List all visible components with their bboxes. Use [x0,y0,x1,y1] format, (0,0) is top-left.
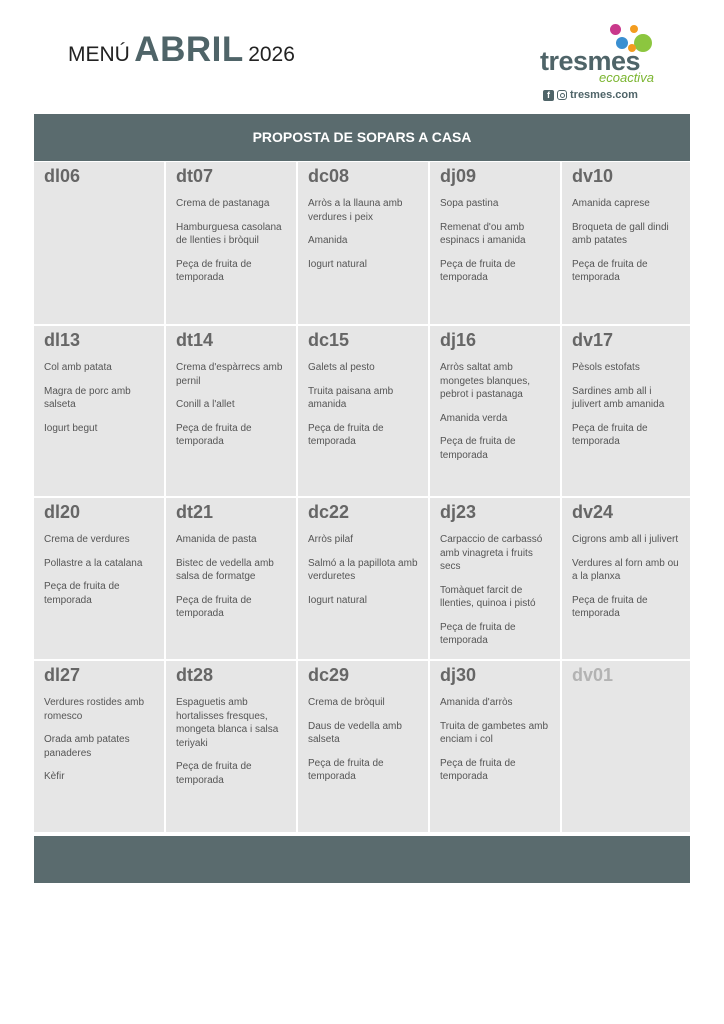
day-label: dv10 [572,166,614,186]
dish-item: Crema de pastanaga [176,198,270,209]
day-label: dc22 [308,502,350,522]
instagram-icon[interactable] [557,90,567,100]
title-prefix: MENÚ [68,43,130,66]
week-row [34,661,690,832]
dish-item: Peça de fruita de temporada [308,422,384,447]
logo-dot-pink [610,24,621,35]
dish-item: Peça de fruita de temporada [440,757,516,782]
day-cell [34,326,164,496]
dish-item: Crema d'espàrrecs amb pernil [176,362,283,387]
day-label: dj16 [440,330,477,350]
day-cell [562,326,690,496]
dish-item: Verdures rostides amb romesco [44,697,145,722]
day-label: dj30 [440,665,477,685]
dish-item: Tomàquet farcit de llenties, quinoa i pistó [440,584,536,609]
title-month: ABRIL [134,30,244,69]
logo-dot-orange [630,25,638,33]
day-cell [166,326,296,496]
dish-item: Crema de bròquil [308,697,385,708]
footer-bar [34,836,690,883]
dish-item: Verdures al forn amb ou a la planxa [572,557,679,582]
dish-item: Pollastre a la catalana [44,557,143,569]
dish-item: Amanida de pasta [176,534,257,545]
logo-tagline: ecoactiva [599,70,654,85]
dish-item: Sopa pastina [440,198,499,209]
dish-item: Salmó a la papillota amb verduretes [308,557,418,582]
dish-item: Peça de fruita de temporada [572,258,648,283]
day-cell [166,661,296,832]
day-cell [562,162,690,324]
dish-item: Peça de fruita de temporada [176,594,252,619]
day-cell [298,162,428,324]
day-cell [34,498,164,659]
dish-item: Cigrons amb all i julivert [572,534,679,545]
dish-item: Peça de fruita de temporada [176,761,252,786]
day-cell [166,498,296,659]
day-label: dv17 [572,330,614,350]
day-cell [430,661,560,832]
day-cell [562,661,690,832]
dish-item: Peça de fruita de temporada [572,594,648,619]
day-cell [34,661,164,832]
dish-item: Amanida [308,235,348,246]
day-cell [166,162,296,324]
week-row [34,162,690,324]
social-links [543,89,638,101]
day-cell [298,326,428,496]
page-title [68,30,295,70]
dish-item: Arròs a la llauna amb verdures i peix [308,198,403,223]
day-label: dl27 [44,665,81,685]
day-label: dv24 [572,502,614,522]
dish-item: Galets al pesto [308,362,375,373]
dish-item: Kèfir [44,771,65,782]
dish-item: Col amb patata [44,362,112,373]
dish-item: Sardines amb all i julivert amb amanida [572,385,665,410]
dish-item: Espaguetis amb hortalisses fresques, mongeta blanca i salsa teriyaki [176,697,279,749]
dish-item: Amanida verda [440,412,508,424]
day-cell [430,326,560,496]
title-year: 2026 [248,43,295,66]
day-cell [34,162,164,324]
dish-item: Broqueta de gall dindi amb patates [572,221,669,246]
day-label: dj23 [440,502,477,522]
dish-item: Iogurt begut [44,422,98,434]
day-label: dv01 [572,665,614,685]
dish-item: Arròs saltat amb mongetes blanques, pebrot i pastanaga [440,362,531,400]
dish-item: Peça de fruita de temporada [44,581,120,606]
dish-item: Crema de verdures [44,534,130,545]
dish-item: Carpaccio de carbassó amb vinagreta i fruits secs [440,534,543,572]
dish-item: Peça de fruita de temporada [440,621,516,646]
dish-item: Truita de gambetes amb enciam i col [440,720,549,745]
dish-item: Amanida caprese [572,198,650,209]
dish-item: Daus de vedella amb salseta [308,720,402,745]
dish-item: Hamburguesa casolana de llenties i bròquil [176,221,282,246]
dish-item: Peça de fruita de temporada [440,436,516,461]
day-label: dt21 [176,502,214,522]
day-label: dl13 [44,330,81,350]
section-title: PROPOSTA DE SOPARS A CASA [34,114,690,161]
day-label: dt28 [176,665,214,685]
logo-name: tresmes [540,46,641,76]
dish-item: Arròs pilaf [308,534,354,545]
day-cell [430,162,560,324]
dish-item: Truita paisana amb amanida [308,385,394,410]
website-link[interactable]: tresmes.com [570,89,638,101]
dish-item: Remenat d'ou amb espinacs i amanida [440,221,526,246]
dish-item: Magra de porc amb salseta [44,385,131,410]
dish-item: Peça de fruita de temporada [440,258,516,283]
dish-item: Iogurt natural [308,594,367,606]
brand-logo[interactable] [530,22,670,106]
dish-item: Bistec de vedella amb salsa de formatge [176,557,274,582]
dish-item: Conill a l'allet [176,399,235,410]
dish-item: Peça de fruita de temporada [572,422,648,447]
dish-item: Peça de fruita de temporada [176,422,252,447]
menu-grid [34,162,690,834]
day-label: dc15 [308,330,350,350]
week-row [34,326,690,496]
dish-item: Peça de fruita de temporada [308,757,384,782]
day-label: dc08 [308,166,350,186]
day-label: dl06 [44,166,81,186]
dish-item: Iogurt natural [308,258,367,270]
day-label: dt14 [176,330,214,350]
dish-item: Amanida d'arròs [440,697,513,708]
day-label: dj09 [440,166,477,186]
day-cell [298,498,428,659]
day-label: dc29 [308,665,350,685]
day-cell [298,661,428,832]
day-cell [562,498,690,659]
dish-item: Orada amb patates panaderes [44,734,130,759]
week-row [34,498,690,659]
facebook-icon[interactable]: f [543,90,554,101]
dish-item: Pèsols estofats [572,362,640,373]
dish-item: Peça de fruita de temporada [176,258,252,283]
menu-board [34,114,690,883]
day-cell [430,498,560,659]
day-label: dl20 [44,502,81,522]
day-label: dt07 [176,166,214,186]
